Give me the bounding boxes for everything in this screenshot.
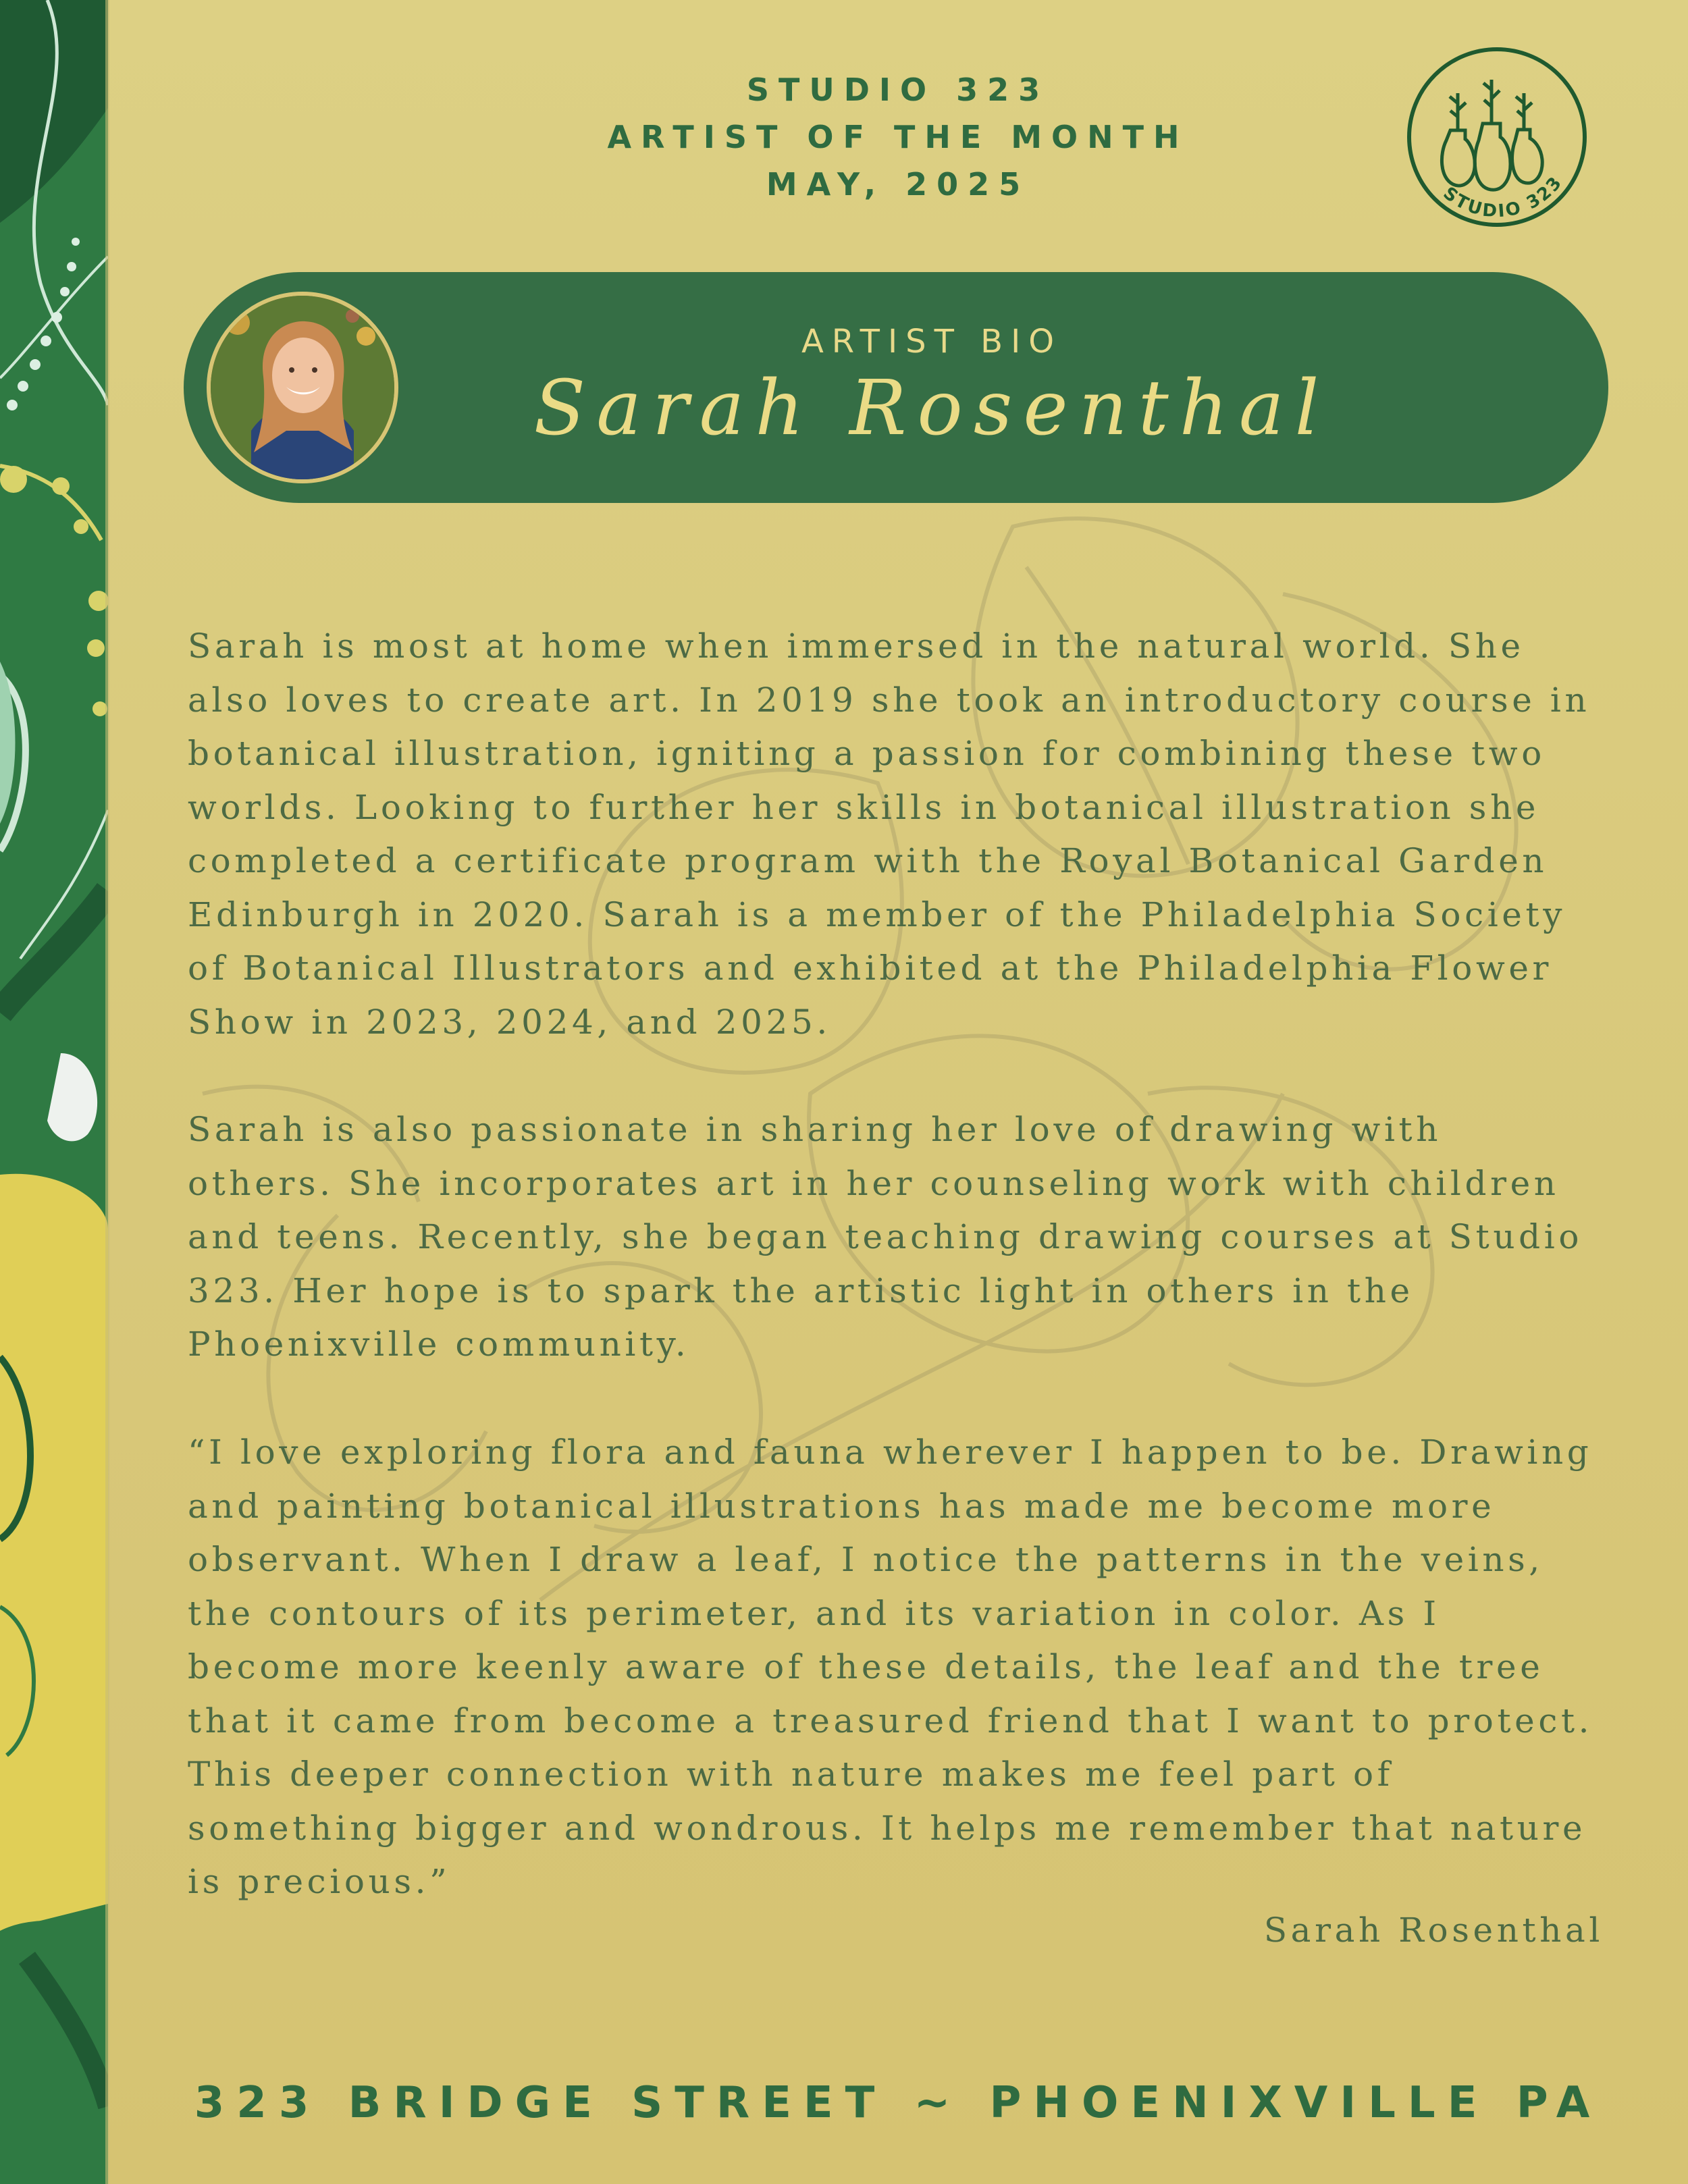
three-vases-icon bbox=[1442, 80, 1542, 190]
strip-edge bbox=[105, 0, 109, 2184]
footer-address: 323 BRIDGE STREET ~ PHOENIXVILLE PA bbox=[194, 2078, 1602, 2128]
artist-quote: “I love exploring flora and fauna wherever I happen to be. Drawing and painting botanical illustrations has made me become more observant. When I draw a leaf, I notice the patterns in the veins, the contours of its perimeter, and its variation in color. As I become more keenly aware of these details, the leaf and the tree that it came from become a treasured friend that I want to protect. This deeper connection with nature makes me feel part of something bigger and wondrous. It helps me remember that nature is precious.” bbox=[188, 1433, 1593, 1901]
date-heading: MAY, 2025 bbox=[766, 166, 1030, 203]
artist-name: Sarah Rosenthal bbox=[533, 365, 1330, 452]
studio-logo bbox=[1399, 39, 1595, 235]
decorative-side-strip bbox=[0, 0, 108, 2184]
bio-paragraph-1: Sarah is most at home when immersed in the natural world. She also loves to create art. In 2019 she took an introductory course in botanical illustration, igniting a passion for combining these two worlds. Looking to further her skills in botanical illustration she completed a certificate program with the Royal Botanical Garden Edinburgh in 2020. Sarah is a member of the Philadelphia Society of Botanical Illustrators and exhibited at the Philadelphia Flower Show in 2023, 2024, and 2025. bbox=[188, 627, 1591, 1042]
bio-label: ARTIST BIO bbox=[801, 323, 1063, 361]
logo-text: STUDIO 323 bbox=[1439, 171, 1567, 222]
bio-paragraph-2: Sarah is also passionate in sharing her love of drawing with others. She incorporates art in her counseling work with children and teens. Recently, she began teaching drawing courses at Studio 323. Her hope is to spark the artistic light in others in the Phoenixville community. bbox=[188, 1110, 1583, 1364]
studio-name-heading: STUDIO 323 bbox=[746, 72, 1050, 108]
artist-portrait bbox=[211, 296, 394, 479]
artist-of-month-heading: ARTIST OF THE MONTH bbox=[607, 119, 1189, 155]
quote-signature: Sarah Rosenthal bbox=[1263, 1911, 1604, 1950]
avatar bbox=[207, 292, 398, 483]
logo-ring bbox=[1409, 49, 1585, 225]
